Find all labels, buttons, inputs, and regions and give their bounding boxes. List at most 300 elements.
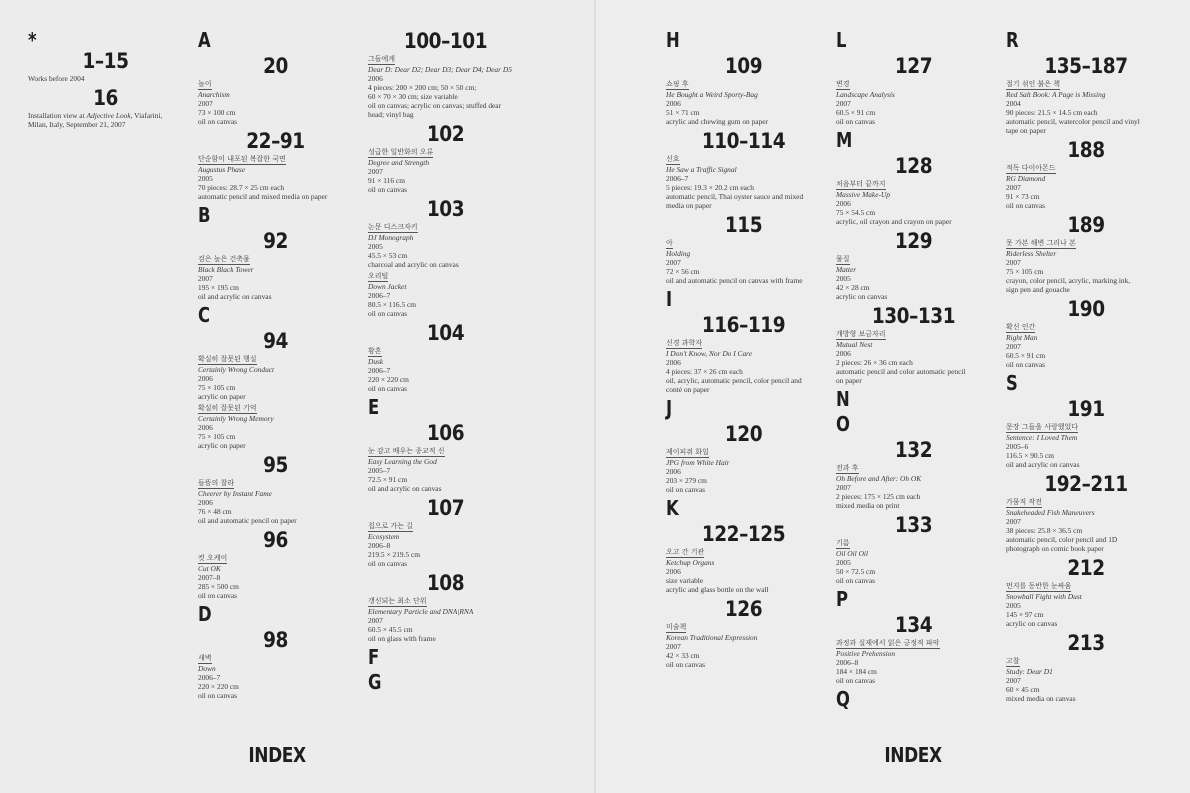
page-number: 100–101 [403,29,488,53]
page-number: 116–119 [701,313,786,337]
artwork-detail: 2006 [368,74,383,83]
english-title: Study: Dear D1 [1006,667,1053,676]
artwork-detail: automatic pencil and color automatic pencil [836,367,966,376]
artwork-entry [1006,238,1166,294]
artwork-entry [1006,581,1166,628]
section-letter: J [666,396,673,420]
korean-title: 문장 그들을 사랑했었다 [1006,423,1079,431]
page-number: 20 [263,54,288,78]
section-letter: E [368,395,380,419]
artwork-entry [836,463,991,510]
artwork-entry [368,346,523,393]
artwork-detail: 72 × 56 cm [666,267,700,276]
artwork-entry [1006,497,1166,553]
artwork-entry [368,54,523,119]
korean-title: 처음부터 끝까지 [836,180,886,188]
artwork-detail: 2006–7 [368,366,391,375]
page-number: 128 [894,154,933,178]
korean-title: 쇼핑 후 [666,80,689,88]
page-number: 132 [894,438,933,462]
section-letter: I [666,287,673,311]
artwork-detail: 2006–7 [368,291,391,300]
artwork-detail: 2006 [198,498,213,507]
index-column-r [1006,26,1166,705]
artwork-entry [368,271,523,318]
artwork-detail: 2 pieces: 26 × 36 cm each [836,358,913,367]
section-letter: G [368,670,382,694]
page-footer-index: INDEX [248,743,306,767]
english-title: Snakeheaded Fish Maneuvers [1006,508,1095,517]
artwork-detail: oil on canvas [666,485,705,494]
section-letter: M [836,128,853,152]
artwork-detail: 5 pieces: 19.3 × 20.2 cm each [666,183,754,192]
english-title: Red Salt Book: A Page is Missing [1006,90,1106,99]
page-number: 104 [426,321,465,345]
artwork-detail: 2007 [1006,342,1021,351]
artwork-detail: 45.5 × 53 cm [368,251,408,260]
korean-title: 확실히 잘못된 행실 [198,355,257,363]
artwork-detail: 2006–7 [198,673,221,682]
korean-title: 검은 높은 건축물 [198,255,250,263]
page-number: 129 [894,229,933,253]
korean-title: 먼지를 동반한 눈싸움 [1006,582,1072,590]
page-number: 192–211 [1044,472,1128,496]
english-title: Oh Before and After: Oh OK [836,474,922,483]
section-letter: Q [836,687,850,711]
section-letter: D [198,602,212,626]
english-title: Dusk [368,357,384,366]
artwork-detail: photograph on comic book paper [1006,544,1104,553]
artwork-detail: oil on glass with frame [368,634,436,643]
english-title: Black Black Tower [198,265,254,274]
artwork-detail: oil on canvas [836,576,875,585]
section-letter: N [836,387,850,411]
artwork-detail: acrylic and glass bottle on the wall [666,585,769,594]
korean-title: 새벽 [198,654,212,662]
artwork-detail: 285 × 500 cm [198,582,239,591]
artwork-detail: 51 × 71 cm [666,108,700,117]
artwork-detail: 50 × 72.5 cm [836,567,876,576]
artwork-detail: 2006 [666,567,681,576]
section-letter: * [28,28,37,52]
artwork-detail: 75 × 105 cm [1006,267,1044,276]
artwork-detail: 2007 [666,258,681,267]
artwork-detail: 42 × 28 cm [836,283,870,292]
index-column-a [198,26,353,702]
english-title: Right Man [1006,333,1038,342]
artwork-detail: crayon, color pencil, acrylic, marking ink, [1006,276,1131,285]
artwork-detail: 2007 [666,642,681,651]
korean-title: 기름 [836,539,850,547]
artwork-entry [198,79,353,126]
artwork-detail: oil on canvas [198,691,237,700]
artwork-entry [198,154,353,201]
artwork-entry [368,521,523,568]
english-title: Massive Make-Up [836,190,890,199]
english-title: Oil Oil Oil [836,549,869,558]
korean-title: 확신 인간 [1006,323,1036,331]
page-number: 108 [426,571,465,595]
korean-title: 오고 간 기관 [666,548,705,556]
artwork-entry [836,538,991,585]
artwork-detail: acrylic and chewing gum on paper [666,117,768,126]
artwork-detail: 2006 [666,467,681,476]
artwork-detail: acrylic on paper [198,392,246,401]
artwork-detail: 80.5 × 116.5 cm [368,300,417,309]
artwork-entry [666,338,821,394]
artwork-detail: oil and acrylic on canvas [198,292,272,301]
page-number: 94 [263,329,288,353]
page-number: 1–15 [82,49,129,73]
artwork-detail: 60.5 × 91 cm [836,108,876,117]
artwork-detail: oil on canvas [836,117,875,126]
english-title: Down [198,664,216,673]
english-title: Korean Traditional Expression [666,633,758,642]
artwork-detail: 2005 [1006,601,1021,610]
artwork-detail: 4 pieces: 37 × 26 cm each [666,367,743,376]
artwork-detail: 72.5 × 91 cm [368,475,408,484]
english-title: Augustus Phase [198,165,246,174]
artwork-detail: 2006 [666,358,681,367]
artwork-detail: 70 pieces: 28.7 × 25 cm each [198,183,285,192]
artwork-detail: 2006–8 [368,541,391,550]
korean-title: 제이피쥐 화일 [666,448,709,456]
section-letter: H [666,28,680,52]
english-title: Cut OK [198,564,221,573]
section-letter: S [1006,371,1018,395]
artwork-detail: oil on canvas [666,660,705,669]
artwork-detail: 2007 [1006,183,1021,192]
page-number: 133 [894,513,933,537]
section-letter: A [198,28,211,52]
page-number: 110–114 [701,129,786,153]
page-number: 134 [894,613,933,637]
artwork-entry [198,478,353,525]
page-number: 16 [93,86,118,110]
artwork-detail: 220 × 220 cm [198,682,239,691]
artwork-entry [368,222,523,269]
artwork-detail: 2006 [198,374,213,383]
artwork-entry [1006,422,1166,469]
korean-title: 놀이 [198,80,212,88]
korean-title: 신경 과학자 [666,339,703,347]
artwork-detail: automatic pencil and mixed media on paper [198,192,328,201]
artwork-detail: 2005–6 [1006,442,1029,451]
english-title: JPG from White Hair [666,458,730,467]
artwork-entry [836,254,991,301]
artwork-detail: 2005 [836,274,851,283]
page-number: 213 [1067,631,1105,655]
artwork-detail: 76 × 48 cm [198,507,232,516]
artwork-detail: conté on paper [666,385,710,394]
artwork-detail: oil on canvas [368,309,407,318]
artwork-entry [836,329,991,385]
section-letter: O [836,412,850,436]
artwork-detail: 2007 [1006,258,1021,267]
english-title: He Bought a Weird Sporty-Bag [666,90,758,99]
artwork-detail: 2007 [1006,517,1021,526]
artwork-detail: 90 pieces: 21.5 × 14.5 cm each [1006,108,1098,117]
artwork-entry [368,147,523,194]
artwork-detail: oil and automatic pencil on canvas with frame [666,276,803,285]
artwork-entry [198,254,353,301]
artwork-detail: 2006 [836,349,851,358]
section-letter: B [198,203,211,227]
note-text: Installation view at [28,111,87,120]
page-number: 120 [724,422,763,446]
artwork-detail: oil on canvas [1006,360,1045,369]
english-title: Snowball Fight with Dust [1006,592,1082,601]
section-letter: P [836,587,849,611]
artwork-detail: 75 × 105 cm [198,432,236,441]
page-number: 96 [263,528,288,552]
korean-title: 오리털 [368,272,389,280]
artwork-entry [198,403,353,450]
note-title: Adjective Look [86,111,131,120]
section-letter: R [1006,28,1019,52]
page-number: 102 [426,122,465,146]
page-number: 127 [894,54,933,78]
artwork-detail: 91 × 116 cm [368,176,405,185]
korean-title: 성급한 일반화의 오류 [368,148,434,156]
korean-title: 눈 감고 배우는 종교적 신 [368,447,445,455]
artwork-entry [836,638,991,685]
korean-title: 고찰 [1006,657,1020,665]
artwork-detail: head; vinyl bag [368,110,414,119]
korean-title: 전과 후 [836,464,859,472]
artwork-detail: 2005–7 [368,466,391,475]
korean-title: 아 [666,239,673,247]
artwork-entry [368,596,523,643]
english-title: Degree and Strength [368,158,430,167]
korean-title: 과정과 실제에서 읽은 긍정적 파악 [836,639,940,647]
artwork-detail: automatic pencil, watercolor pencil and vinyl [1006,117,1140,126]
artwork-detail: 4 pieces: 200 × 200 cm; 50 × 50 cm; [368,83,477,92]
artwork-detail: 2007 [198,99,213,108]
english-title: Landscape Analysis [836,90,895,99]
english-title: Elementary Particle and DNA|RNA [368,607,474,616]
page-number: 188 [1067,138,1105,162]
korean-title: 개방형 보금자리 [836,330,886,338]
artwork-detail: 75 × 54.5 cm [836,208,876,217]
page-number: 106 [426,421,465,445]
page-number: 212 [1067,556,1105,580]
index-note [28,111,183,129]
artwork-detail: mixed media on print [836,501,900,510]
artwork-detail: 60 × 70 × 30 cm; size variable [368,92,458,101]
page-footer-index: INDEX [884,743,942,767]
index-column-l [836,26,991,711]
artwork-detail: 2006 [666,99,681,108]
index-column-d-cont [368,26,523,694]
korean-title: 변경 [836,80,850,88]
english-title: Dear D: Dear D2; Dear D3; Dear D4; Dear D5 [368,65,512,74]
korean-title: 절기 섞인 붉은 책 [1006,80,1061,88]
page-number: 92 [263,229,288,253]
artwork-entry [1006,322,1166,369]
artwork-entry [666,547,821,594]
korean-title: 가뭄직 작전 [1006,498,1043,506]
artwork-detail: 116.5 × 90.5 cm [1006,451,1055,460]
right-page [596,0,1190,793]
artwork-entry [1006,79,1166,135]
artwork-detail: automatic pencil, Thai oyster sauce and mixed [666,192,804,201]
artwork-detail: acrylic on canvas [1006,619,1058,628]
english-title: Positive Prehension [836,649,896,658]
artwork-detail: 2 pieces: 175 × 125 cm each [836,492,921,501]
artwork-detail: 2007 [368,167,383,176]
korean-title: 신호 [666,155,680,163]
korean-title: 적독 다이아몬드 [1006,164,1056,172]
artwork-detail: oil, acrylic, automatic pencil, color pencil and [666,376,802,385]
section-letter: F [368,645,380,669]
artwork-detail: 2007–8 [198,573,221,582]
section-letter: L [836,28,847,52]
artwork-entry [666,154,821,210]
artwork-detail: on paper [836,376,862,385]
english-title: Easy Learning the God [368,457,437,466]
page-number: 22–91 [246,129,305,153]
artwork-detail: size variable [666,576,704,585]
korean-title: 집으로 가는 길 [368,522,414,530]
artwork-entry [666,447,821,494]
korean-title: 미술책 [666,623,687,631]
artwork-detail: oil on canvas [1006,201,1045,210]
page-number: 109 [724,54,763,78]
artwork-detail: 203 × 279 cm [666,476,707,485]
artwork-detail: oil on canvas [368,559,407,568]
english-title: Certainly Wrong Memory [198,414,274,423]
english-title: Ecosystem [368,532,400,541]
artwork-detail: 2007 [1006,676,1021,685]
artwork-detail: oil on canvas [198,117,237,126]
english-title: Anarchism [198,90,230,99]
english-title: Cheerer by Instant Fame [198,489,272,498]
index-column-star [28,26,183,129]
artwork-entry [1006,656,1166,703]
artwork-detail: sign pen and gouache [1006,285,1070,294]
artwork-detail: mixed media on canvas [1006,694,1076,703]
artwork-detail: 2005 [368,242,383,251]
korean-title: 들뜸의 찰라 [198,479,235,487]
english-title: I Don’t Know, Nor Do I Care [666,349,753,358]
english-title: Matter [836,265,857,274]
korean-title: 단순함이 내포된 복잡한 국면 [198,155,286,163]
english-title: Down Jacket [368,282,407,291]
artwork-entry [666,238,821,285]
artwork-detail: 60 × 45 cm [1006,685,1040,694]
artwork-detail: 145 × 97 cm [1006,610,1044,619]
section-letter: K [666,496,679,520]
artwork-entry [666,622,821,669]
english-title: Certainly Wrong Conduct [198,365,275,374]
artwork-detail: 219.5 × 219.5 cm [368,550,420,559]
artwork-detail: 38 pieces: 25.8 × 36.5 cm [1006,526,1083,535]
page-number: 189 [1067,213,1105,237]
artwork-entry [666,79,821,126]
page-number: 107 [426,496,465,520]
page-number: 122–125 [701,522,786,546]
page-number: 191 [1067,397,1105,421]
artwork-detail: 2006–7 [666,174,689,183]
english-title: He Saw a Traffic Signal [666,165,737,174]
artwork-detail: tape on paper [1006,126,1046,135]
korean-title: 컷 오케이 [198,554,228,562]
artwork-detail: acrylic on canvas [836,292,888,301]
korean-title: 물질 [836,255,850,263]
english-title: Mutual Nest [836,340,873,349]
artwork-detail: 2007 [836,99,851,108]
artwork-detail: 195 × 195 cm [198,283,239,292]
artwork-detail: 220 × 220 cm [368,375,409,384]
artwork-detail: 75 × 105 cm [198,383,236,392]
page-number: 130–131 [871,304,956,328]
index-column-h [666,26,821,671]
artwork-detail: 2006 [836,199,851,208]
artwork-detail: oil on canvas; acrylic on canvas; stuffed dear [368,101,502,110]
artwork-detail: 2005 [198,174,213,183]
artwork-detail: oil on canvas [368,384,407,393]
artwork-detail: oil and acrylic on canvas [1006,460,1080,469]
korean-title: 못 가본 해변 그리나 본 [1006,239,1076,247]
index-note: Works before 2004 [28,74,85,83]
artwork-detail: 60.5 × 45.5 cm [368,625,413,634]
page-number: 190 [1067,297,1105,321]
korean-title: 확실히 잘못된 기억 [198,404,257,412]
artwork-detail: media on paper [666,201,712,210]
artwork-detail: acrylic, oil crayon and crayon on paper [836,217,952,226]
artwork-detail: 2006 [198,423,213,432]
artwork-entry [368,446,523,493]
artwork-detail: 2007 [198,274,213,283]
artwork-detail: 2005 [836,558,851,567]
artwork-detail: acrylic on paper [198,441,246,450]
artwork-detail: 91 × 73 cm [1006,192,1040,201]
korean-title: 갱신되는 최소 단위 [368,597,427,605]
english-title: Riderless Shelter [1006,249,1057,258]
artwork-detail: 2004 [1006,99,1021,108]
english-title: RG Diamond [1006,174,1046,183]
page-number: 126 [724,597,763,621]
artwork-entry [198,354,353,401]
artwork-detail: 2006–8 [836,658,859,667]
artwork-detail: 42 × 33 cm [666,651,700,660]
artwork-detail: 73 × 100 cm [198,108,236,117]
page-number: 103 [426,197,465,221]
english-title: Holding [666,249,691,258]
left-page [0,0,594,793]
artwork-entry [198,653,353,700]
artwork-detail: 2007 [836,483,851,492]
english-title: DJ Monograph [368,233,414,242]
english-title: Ketchup Organs [666,558,715,567]
artwork-detail: oil on canvas [198,591,237,600]
section-letter: C [198,303,211,327]
artwork-detail: 184 × 184 cm [836,667,877,676]
artwork-detail: automatic pencil, color pencil and 1D [1006,535,1118,544]
korean-title: 그들에게 [368,55,396,63]
page-number: 135–187 [1044,54,1128,78]
artwork-detail: oil and automatic pencil on paper [198,516,297,525]
artwork-detail: charcoal and acrylic on canvas [368,260,459,269]
artwork-detail: oil on canvas [368,185,407,194]
page-number: 115 [724,213,763,237]
note-text: , Viafarini, Milan, Italy, September 21, 2007 [28,111,163,129]
artwork-entry [836,79,991,126]
artwork-detail: oil and acrylic on canvas [368,484,442,493]
english-title: Sentence: I Loved Them [1006,433,1078,442]
artwork-detail: oil on canvas [836,676,875,685]
